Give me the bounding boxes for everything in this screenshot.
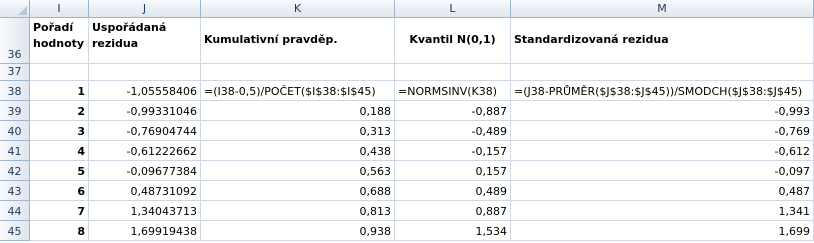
select-all-corner[interactable] [0, 0, 30, 18]
row-header[interactable]: 36 [0, 18, 30, 64]
cell-standardized[interactable]: -0,993 [511, 101, 814, 121]
row-header[interactable]: 38 [0, 81, 30, 101]
cell-m37[interactable] [511, 64, 814, 81]
cell-rank[interactable]: 7 [30, 201, 89, 221]
row-header[interactable]: 40 [0, 121, 30, 141]
row-header[interactable]: 39 [0, 101, 30, 121]
cell-cumulative-formula[interactable]: =(I38-0,5)/POČET($I$38:$I$45) [201, 81, 395, 101]
row-header[interactable]: 37 [0, 64, 30, 81]
header-label-rank-line2: hodnoty [33, 37, 85, 50]
cell-standardized[interactable]: 0,487 [511, 181, 814, 201]
cell-rank[interactable]: 6 [30, 181, 89, 201]
table-row [0, 101, 814, 121]
cell-quantile[interactable]: -0,887 [395, 101, 511, 121]
cell-i36[interactable] [30, 18, 89, 64]
cell-cumulative[interactable]: 0,563 [201, 161, 395, 181]
cell-cumulative[interactable]: 0,813 [201, 201, 395, 221]
header-label-sorted-line2: rezidua [92, 37, 139, 50]
cell-cumulative[interactable]: 0,438 [201, 141, 395, 161]
cell-quantile[interactable]: 0,157 [395, 161, 511, 181]
cell-rank[interactable]: 3 [30, 121, 89, 141]
cell-standardized[interactable]: -0,769 [511, 121, 814, 141]
cell-quantile[interactable]: -0,157 [395, 141, 511, 161]
cell-sorted-residual[interactable]: -0,09677384 [89, 161, 201, 181]
table-row-37 [0, 64, 814, 81]
cell-l37[interactable] [395, 64, 511, 81]
cell-rank[interactable]: 8 [30, 221, 89, 241]
cell-cumulative[interactable]: 0,313 [201, 121, 395, 141]
cell-quantile[interactable]: 0,887 [395, 201, 511, 221]
cell-sorted-residual[interactable]: -0,76904744 [89, 121, 201, 141]
column-header-m[interactable]: M [511, 0, 814, 18]
row-header[interactable]: 42 [0, 161, 30, 181]
table-row [0, 161, 814, 181]
cell-standardized[interactable]: 1,699 [511, 221, 814, 241]
cell-standardized[interactable]: 1,341 [511, 201, 814, 221]
cell-standardized[interactable]: -0,612 [511, 141, 814, 161]
cell-quantile[interactable]: 0,489 [395, 181, 511, 201]
cell-rank[interactable]: 1 [30, 81, 89, 101]
cell-k36[interactable] [201, 18, 395, 64]
column-header-l[interactable]: L [395, 0, 511, 18]
table-row [0, 141, 814, 161]
table-row [0, 201, 814, 221]
cell-standardized-formula[interactable]: =(J38-PRŮMĚR($J$38:$J$45))/SMODCH($J$38:$J$45) [511, 81, 814, 101]
cell-rank[interactable]: 2 [30, 101, 89, 121]
cell-quantile-formula[interactable]: =NORMSINV(K38) [395, 81, 511, 101]
cell-sorted-residual[interactable]: -0,61222662 [89, 141, 201, 161]
header-label-sorted-line1: Uspořádaná [92, 21, 167, 34]
cell-m36[interactable] [511, 18, 814, 64]
column-header-i[interactable]: I [30, 0, 89, 18]
cell-i37[interactable] [30, 64, 89, 81]
table-row [0, 221, 814, 241]
table-row [0, 121, 814, 141]
header-label-rank-line1: Pořadí [33, 21, 74, 34]
cell-rank[interactable]: 4 [30, 141, 89, 161]
cell-cumulative[interactable]: 0,188 [201, 101, 395, 121]
column-header-k[interactable]: K [201, 0, 395, 18]
column-header-bar [0, 0, 814, 18]
table-row-36 [0, 18, 814, 64]
cell-sorted-residual[interactable]: -1,05558406 [89, 81, 201, 101]
cell-sorted-residual[interactable]: 1,69919438 [89, 221, 201, 241]
cell-j37[interactable] [89, 64, 201, 81]
cell-cumulative[interactable]: 0,938 [201, 221, 395, 241]
table-row [0, 181, 814, 201]
header-label-cumulative: Kumulativní pravděp. [204, 33, 338, 46]
cell-sorted-residual[interactable]: -0,99331046 [89, 101, 201, 121]
cell-cumulative[interactable]: 0,688 [201, 181, 395, 201]
row-header[interactable]: 43 [0, 181, 30, 201]
cell-quantile[interactable]: 1,534 [395, 221, 511, 241]
cell-j36[interactable] [89, 18, 201, 64]
row-header[interactable]: 41 [0, 141, 30, 161]
cell-standardized[interactable]: -0,097 [511, 161, 814, 181]
cell-sorted-residual[interactable]: 1,34043713 [89, 201, 201, 221]
row-header[interactable]: 44 [0, 201, 30, 221]
cell-sorted-residual[interactable]: 0,48731092 [89, 181, 201, 201]
cell-rank[interactable]: 5 [30, 161, 89, 181]
cell-k37[interactable] [201, 64, 395, 81]
cell-quantile[interactable]: -0,489 [395, 121, 511, 141]
column-header-j[interactable]: J [89, 0, 201, 18]
table-row [0, 81, 814, 101]
row-header[interactable]: 45 [0, 221, 30, 241]
header-label-standardized: Standardizovaná rezidua [514, 33, 669, 46]
header-label-quantile: Kvantil N(0,1) [409, 33, 496, 46]
cell-l36[interactable] [395, 18, 511, 64]
